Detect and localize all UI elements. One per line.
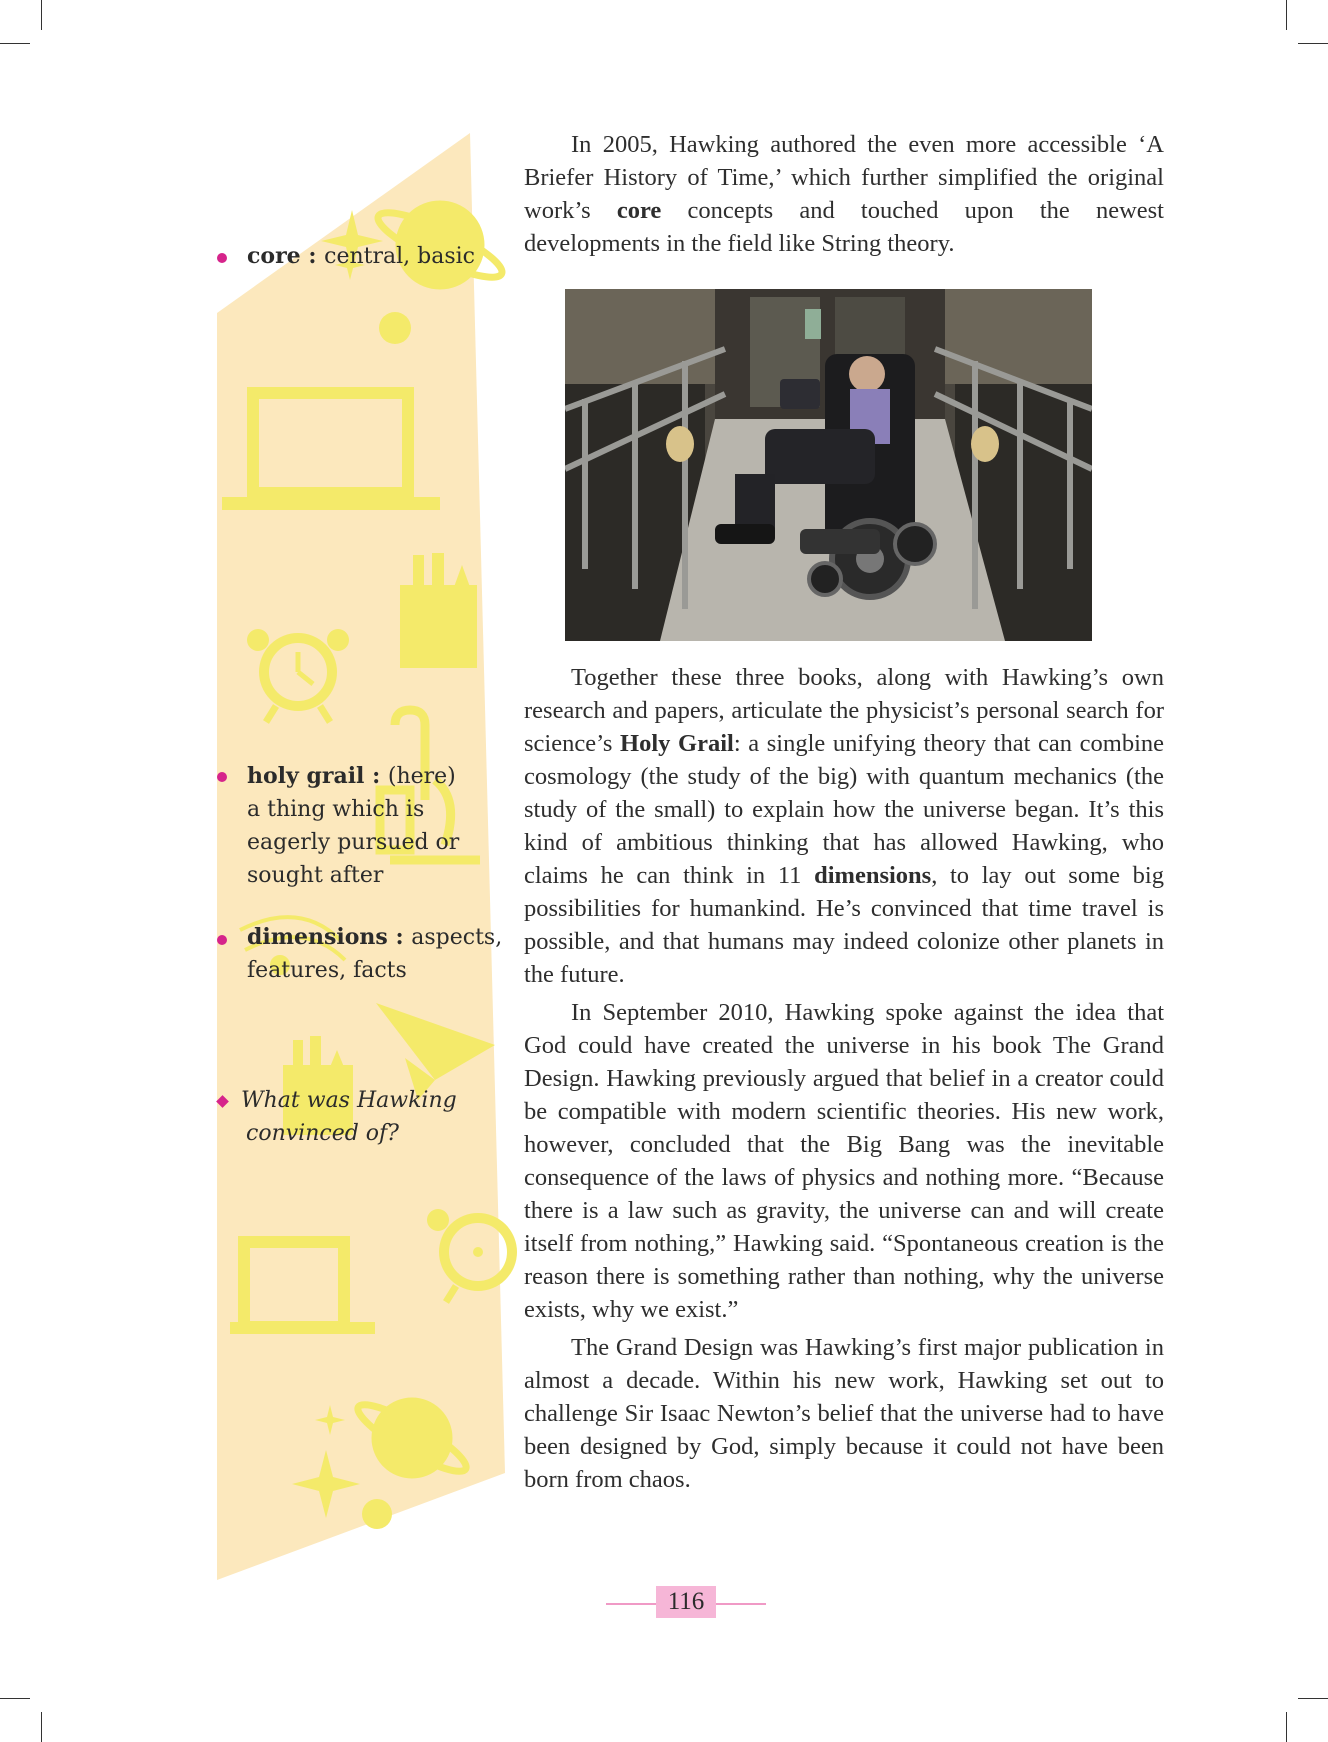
glossary-bullet [217,253,227,263]
glossary-definition: eagerly pursued or [247,830,460,855]
main-text-bottom [524,661,1164,1501]
paragraph: Together these three books, along with Hawking’s own research and papers, articulate the physicist’s personal search for science’s Holy Grail: a single unifying theory that can combine cosmology (the study of the big) with quantum mechanics (the study of the small) to explain how the universe began. It’s this kind of ambitious thinking that has allowed Hawking, who claims he can think in 11 dimensions, to lay out some big possibilities for humankind. He’s convinced that time travel is possible, and that humans may indeed colonize other planets in the future. [524,664,1164,988]
page-number: 116 [656,1586,716,1618]
main-text-top [524,128,1164,265]
page-number-tab [606,1584,766,1620]
glossary-entry-holy-grail: holy grail : (here) a thing which is eagerly pursued or sought after [247,760,459,892]
dot-icon [379,312,411,344]
margin-question: What was Hawking convinced of? [241,1088,457,1146]
glossary-term: core [247,243,301,269]
glossary-bullet [217,772,227,782]
glossary-entry-core: core : central, basic [247,243,475,269]
glossary-definition: central, basic [324,244,475,269]
glossary-definition: aspects, [411,925,503,950]
glossary-definition: (here) [387,764,456,789]
paragraph: In 2005, Hawking authored the even more accessible ‘A Briefer History of Time,’ which further simplified the original work’s core concepts and touched upon the newest developments in the field like String theory. [524,131,1164,257]
glossary-definition: features, facts [247,958,407,983]
glossary-definition: sought after [247,863,384,888]
glossary-term: holy grail [247,763,365,789]
glossary-bullet [217,935,227,945]
paragraph: In September 2010, Hawking spoke against the idea that God could have created the universe in his book The Grand Design. Hawking previously argued that belief in a creator could be compatible with modern scientific theories. His new work, however, concluded that the Big Bang was the inevitable consequence of the laws of physics and nothing more. “Because there is a law such as gravity, the universe can and will create itself from nothing,” Hawking said. “Spontaneous creation is the reason there is something rather than nothing, why the universe exists, why we exist.” [524,999,1164,1323]
glossary-term: dimensions [247,924,388,950]
hawking-photo [565,289,1092,641]
paragraph: The Grand Design was Hawking’s first major publication in almost a decade. Within his new work, Hawking set out to challenge Sir Isaac Newton’s belief that the universe had to have been designed by God, simply because it could not have been born from chaos. [524,1334,1164,1493]
glossary-definition: a thing which is [247,797,425,822]
glossary-entry-dimensions: dimensions : aspects, features, facts [247,921,502,987]
dot-icon [362,1499,392,1529]
